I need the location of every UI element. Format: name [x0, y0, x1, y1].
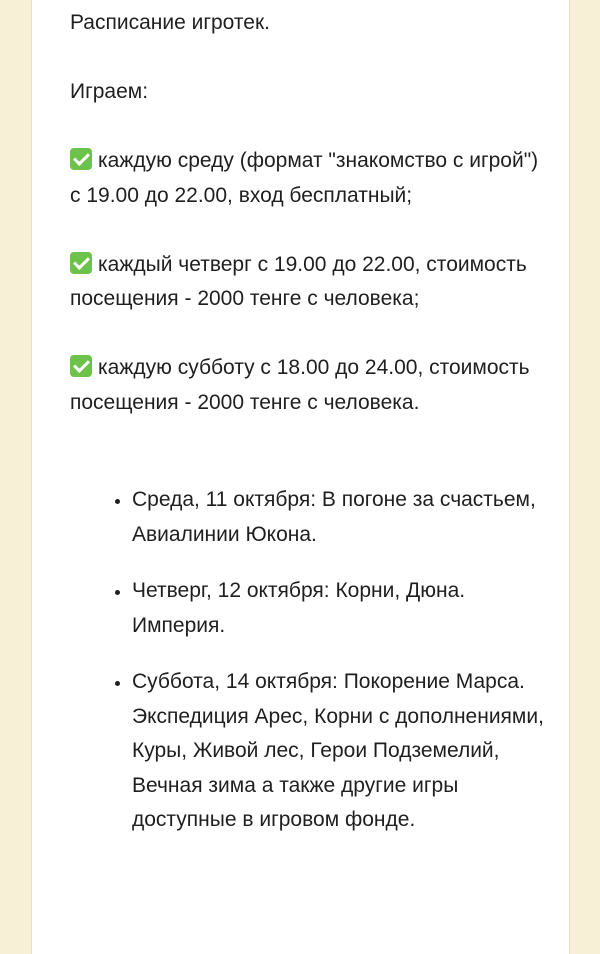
- check-mark-icon: [70, 148, 92, 170]
- schedule-item-wednesday: [70, 144, 550, 213]
- post-content: [70, 6, 550, 860]
- check-mark-icon: [70, 252, 92, 274]
- schedule-intro: Играем:: [70, 80, 149, 103]
- games-list-item: • Суббота, 14 октября: Покорение Марса. Экспедиция Арес, Корни с дополнениями, Куры, Живой лес, Герои Подземелий, Вечная зима а также другие игры доступные в игровом фонде.: [132, 665, 550, 838]
- post-sheet: [31, 0, 570, 954]
- post-title: Расписание игротек.: [70, 11, 270, 34]
- schedule-item-saturday: [70, 351, 550, 420]
- schedule-item-thursday: [70, 248, 550, 317]
- schedule-item-text: каждый четверг с 19.00 до 22.00, стоимость посещения - 2000 тенге с человека;: [70, 252, 527, 310]
- games-list: [70, 483, 550, 838]
- check-mark-icon: [70, 355, 92, 377]
- schedule-item-text: каждую среду (формат "знакомство с игрой") с 19.00 до 22.00, вход бесплатный;: [70, 149, 539, 207]
- schedule-item-text: каждую субботу с 18.00 до 24.00, стоимость посещения - 2000 тенге с человека.: [70, 356, 530, 414]
- games-list-item: • Четверг, 12 октября: Корни, Дюна. Империя.: [132, 574, 550, 643]
- games-list-item: • Среда, 11 октября: В погоне за счастьем, Авиалинии Юкона.: [132, 483, 550, 552]
